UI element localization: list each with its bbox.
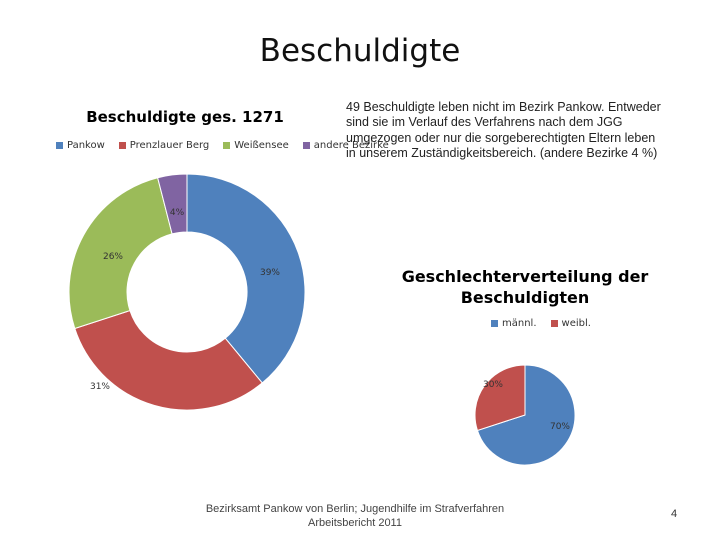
pie-chart-title: Geschlechterverteilung der Beschuldigten	[401, 267, 649, 307]
legend-swatch-weibl	[551, 320, 558, 327]
legend-label-andere-bezirke: andere Bezirke	[313, 140, 389, 151]
footer-line-1: Bezirksamt Pankow von Berlin; Jugendhilfe im Strafverfahren	[205, 503, 505, 515]
legend-item-weibl	[551, 318, 591, 329]
slide-title: Beschuldigte	[259, 33, 461, 69]
legend-label-weissensee: Weißensee	[234, 140, 289, 151]
pie-legend	[491, 318, 605, 329]
legend-swatch-maennl	[491, 320, 498, 327]
legend-item-prenzlauer-berg	[119, 140, 209, 151]
data-label-maennl: 70%	[549, 422, 571, 432]
data-label-andere-bezirke: 4%	[169, 208, 185, 218]
legend-swatch-pankow	[56, 142, 63, 149]
footer-line-2: Arbeitsbericht 2011	[308, 517, 402, 529]
info-note: 49 Beschuldigte leben nicht im Bezirk Pankow. Entweder sind sie im Verlauf des Verfahrens nach dem JGG umgezogen oder nur die sorgeberechtigten Eltern leben in unserem Zuständigkeitsbereich. (andere Bezirke 4 %)	[346, 100, 661, 160]
legend-swatch-prenzlauer-berg	[119, 142, 126, 149]
legend-label-prenzlauer-berg: Prenzlauer Berg	[129, 140, 210, 151]
legend-item-weissensee	[223, 140, 289, 151]
gender-pie-chart	[465, 345, 585, 475]
legend-swatch-andere-bezirke	[303, 142, 310, 149]
legend-swatch-weissensee	[223, 142, 230, 149]
data-label-weibl: 30%	[482, 380, 504, 390]
data-label-pankow: 39%	[259, 268, 281, 278]
legend-label-maennl: männl.	[502, 318, 537, 329]
legend-label-weibl: weibl.	[561, 318, 591, 329]
slice-prenzlauer-berg	[75, 311, 262, 410]
legend-item-pankow	[56, 140, 105, 151]
legend-label-pankow: Pankow	[67, 140, 105, 151]
data-label-weissensee: 26%	[102, 252, 124, 262]
legend-item-maennl	[491, 318, 537, 329]
data-label-prenzlauer-berg: 31%	[89, 382, 111, 392]
donut-chart	[60, 175, 320, 425]
page-number: 4	[670, 508, 678, 520]
donut-chart-title: Beschuldigte ges. 1271	[86, 108, 284, 126]
footer	[195, 502, 515, 530]
